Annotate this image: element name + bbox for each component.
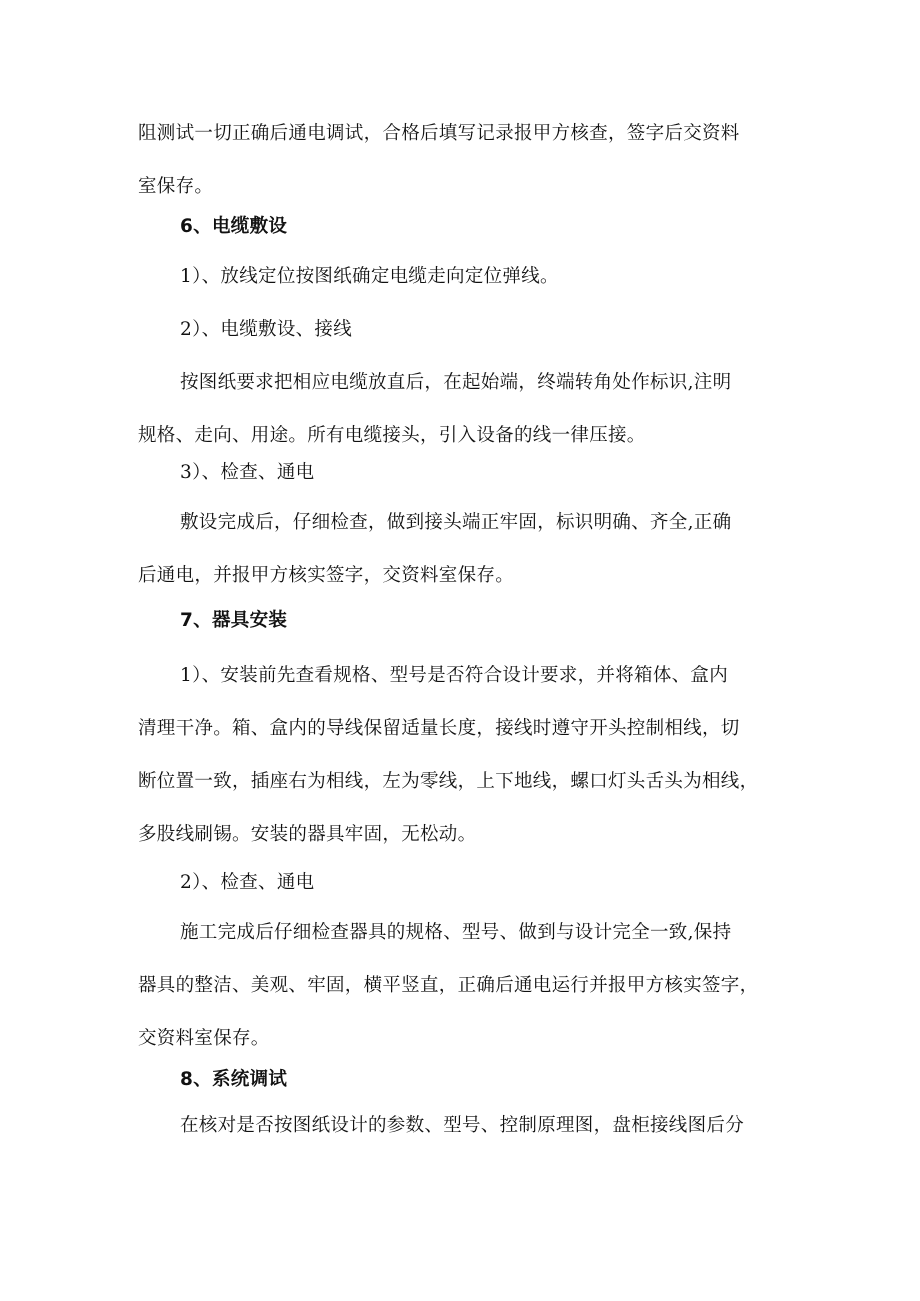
text-line: 清理干净。箱、盒内的导线保留适量长度，接线时遵守开头控制相线，切 [138,718,740,739]
section-heading-7: 7、器具安装 [180,610,288,631]
paragraph-8-commissioning [138,1099,786,1152]
step-7-2: 2）、检查、通电 [180,872,315,893]
text-line: 室保存。 [138,176,214,197]
text-line: 后通电，并报甲方核实签字，交资料室保存。 [138,565,515,586]
text-line: 在核对是否按图纸设计的参数、型号、控制原理图，盘柜接线图后分 [180,1115,745,1136]
text-line: 规格、走向、用途。所有电缆接头，引入设备的线一律压接。 [138,425,646,446]
text-line: 断位置一致，插座右为相线，左为零线，上下地线，螺口灯头舌头为相线， [138,771,759,792]
text-line: 施工完成后仔细检查器具的规格、型号、做到与设计完全一致,保持 [180,922,732,943]
section-heading-8: 8、系统调试 [180,1069,288,1090]
text-line: 敷设完成后，仔细检查，做到接头端正牢固，标识明确、齐全,正确 [180,512,732,533]
paragraph-7-installation [138,649,786,861]
text-line: 多股线刷锡。安装的器具牢固，无松动。 [138,824,477,845]
text-line: 交资料室保存。 [138,1028,270,1049]
text-line: 器具的整洁、美观、牢固，横平竖直，正确后通电运行并报甲方核实签字， [138,975,759,996]
text-line: 按图纸要求把相应电缆放直后，在起始端，终端转角处作标识,注明 [180,372,732,393]
step-6-1: 1）、放线定位按图纸确定电缆走向定位弹线。 [180,266,559,287]
text-line: 阻测试一切正确后通电调试，合格后填写记录报甲方核查，签字后交资料 [138,123,740,144]
paragraph-7-inspection [138,906,786,1065]
step-6-3: 3）、检查、通电 [180,462,315,483]
step-6-2: 2）、电缆敷设、接线 [180,319,353,340]
section-heading-6: 6、电缆敷设 [180,216,288,237]
paragraph-continuation [138,107,786,213]
paragraph-6-inspection [138,496,786,602]
text-line: 1）、安装前先查看规格、型号是否符合设计要求，并将箱体、盒内 [180,665,729,686]
